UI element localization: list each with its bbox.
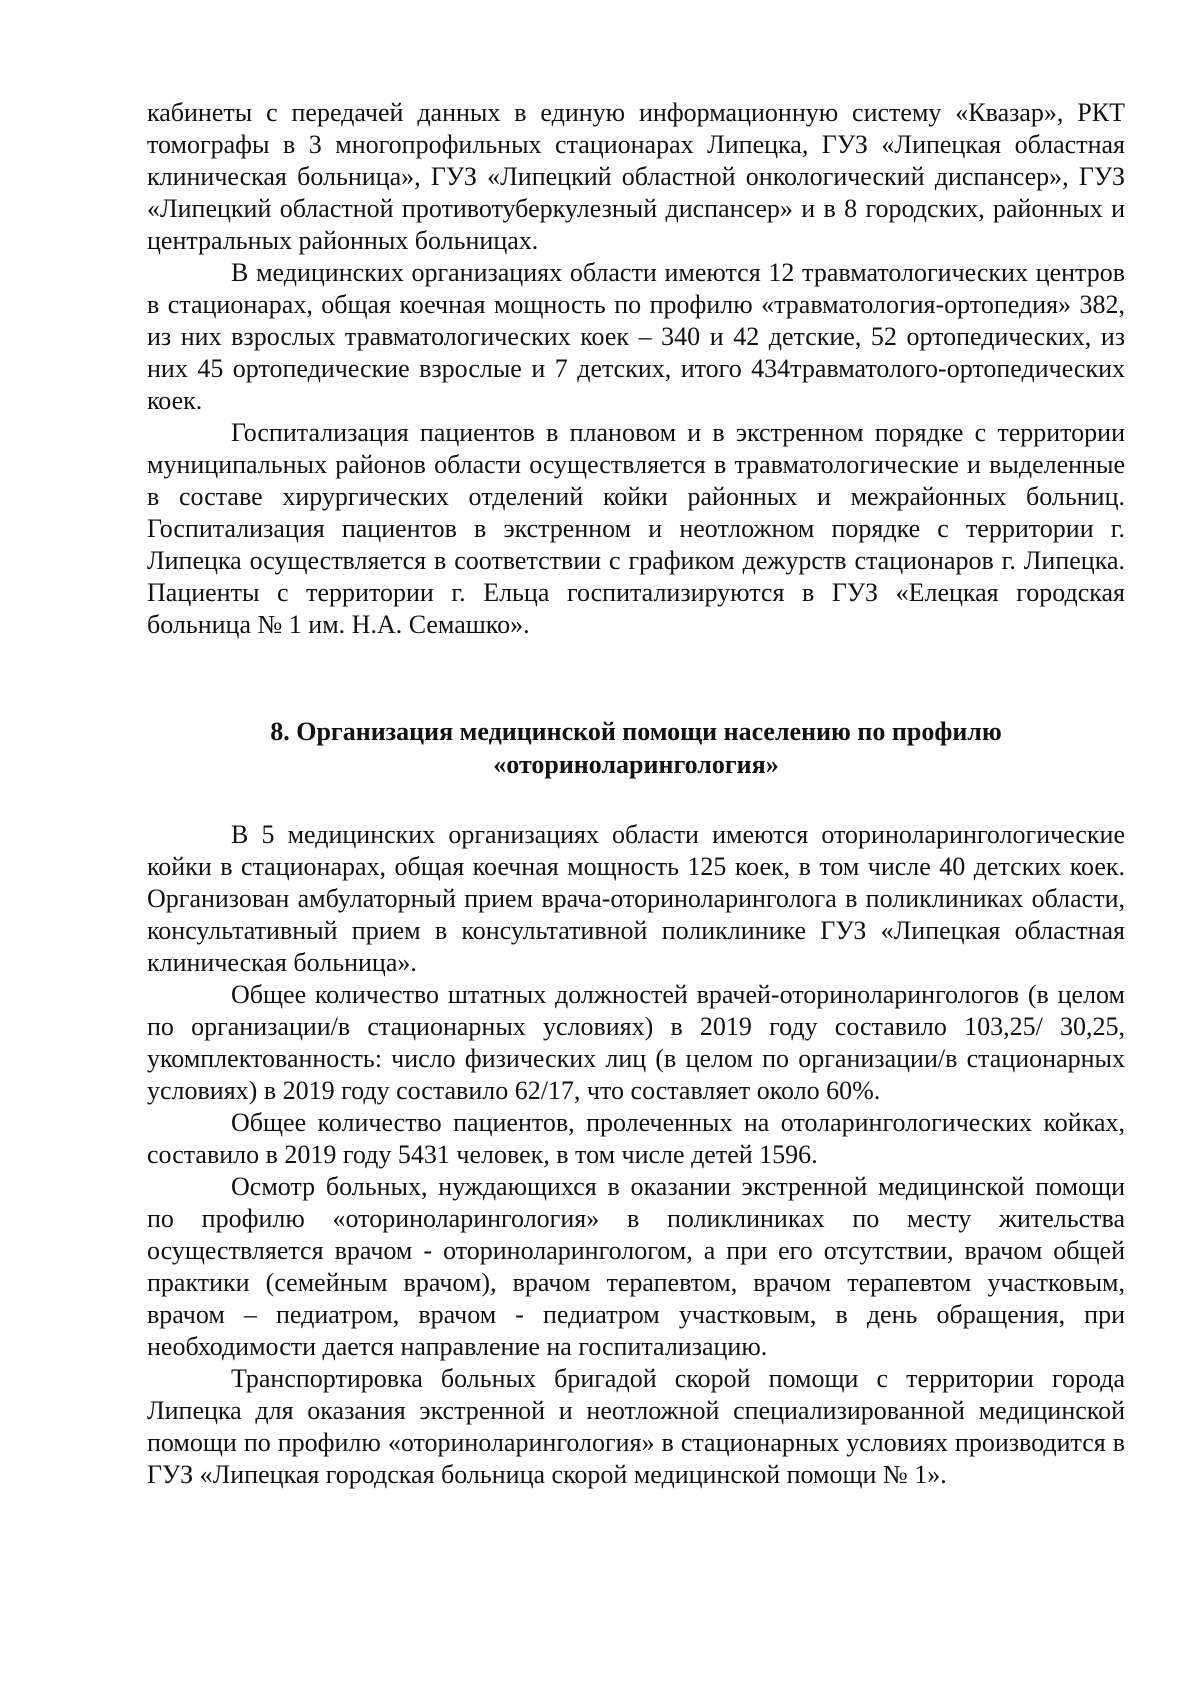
paragraph-equipment-continuation: кабинеты с передачей данных в единую информационную систему «Квазар», РКТ томографы в 3 многопрофильных стационарах Липецка, ГУЗ «Липецкая областная клиническая больница», ГУЗ «Липецкий областной онкологический диспансер», ГУЗ «Липецкий областной противотуберкулезный диспансер» и в 8 городских, районных и центральных районных больницах. <box>147 98 1125 255</box>
section-heading-line-2: «оториноларингология» <box>493 750 779 779</box>
paragraph-hospitalization: Госпитализация пациентов в плановом и в экстренном порядке с территории муниципальных районов области осуществляется в травматологические и выделенные в составе хирургических отделений койки районных и межрайонных больниц. Госпитализация пациентов в экстренном и неотложном порядке с территории г. Липецка осуществляется в соответствии с графиком дежурств стационаров г. Липецка. Пациенты с территории г. Ельца госпитализируются в ГУЗ «Елецкая городская больница № 1 им. Н.А. Семашко». <box>147 418 1125 639</box>
paragraph-ent-transport: Транспортировка больных бригадой скорой помощи с территории города Липецка для оказания экстренной и неотложной специализированной медицинской помощи по профилю «оториноларингология» в стационарных условиях производится в ГУЗ «Липецкая городская больница скорой медицинской помощи № 1». <box>147 1364 1125 1489</box>
section-heading <box>147 715 1125 781</box>
document-body <box>147 97 1125 1491</box>
paragraph-trauma-centers: В медицинских организациях области имеются 12 травматологических центров в стационарах, общая коечная мощность по профилю «травматология-ортопедия» 382, из них взрослых травматологических коек – 340 и 42 детские, 52 ортопедических, из них 45 ортопедические взрослые и 7 детских, итого 434травматолого-ортопедических коек. <box>147 258 1125 415</box>
paragraph-ent-beds: В 5 медицинских организациях области имеются оториноларингологические койки в стационарах, общая коечная мощность 125 коек, в том числе 40 детских коек. Организован амбулаторный прием врача-оториноларинголога в поликлиниках области, консультативный прием в консультативной поликлинике ГУЗ «Липецкая областная клиническая больница». <box>147 820 1125 977</box>
paragraph-ent-patients: Общее количество пациентов, пролеченных на отоларингологических койках, составило в 2019 году 5431 человек, в том числе детей 1596. <box>147 1108 1125 1169</box>
paragraph-ent-staffing: Общее количество штатных должностей врачей-оториноларингологов (в целом по организации/в стационарных условиях) в 2019 году составило 103,25/ 30,25, укомплектованность: число физических лиц (в целом по организации/в стационарных условиях) в 2019 году составило 62/17, что составляет около 60%. <box>147 980 1125 1105</box>
paragraph-ent-examination: Осмотр больных, нуждающихся в оказании экстренной медицинской помощи по профилю «оториноларингология» в поликлиниках по месту жительства осуществляется врачом - оториноларингологом, а при его отсутствии, врачом общей практики (семейным врачом), врачом терапевтом, врачом терапевтом участковым, врачом – педиатром, врачом - педиатром участковым, в день обращения, при необходимости дается направление на госпитализацию. <box>147 1172 1125 1361</box>
section-heading-line-1: 8. Организация медицинской помощи населению по профилю <box>270 717 1002 746</box>
